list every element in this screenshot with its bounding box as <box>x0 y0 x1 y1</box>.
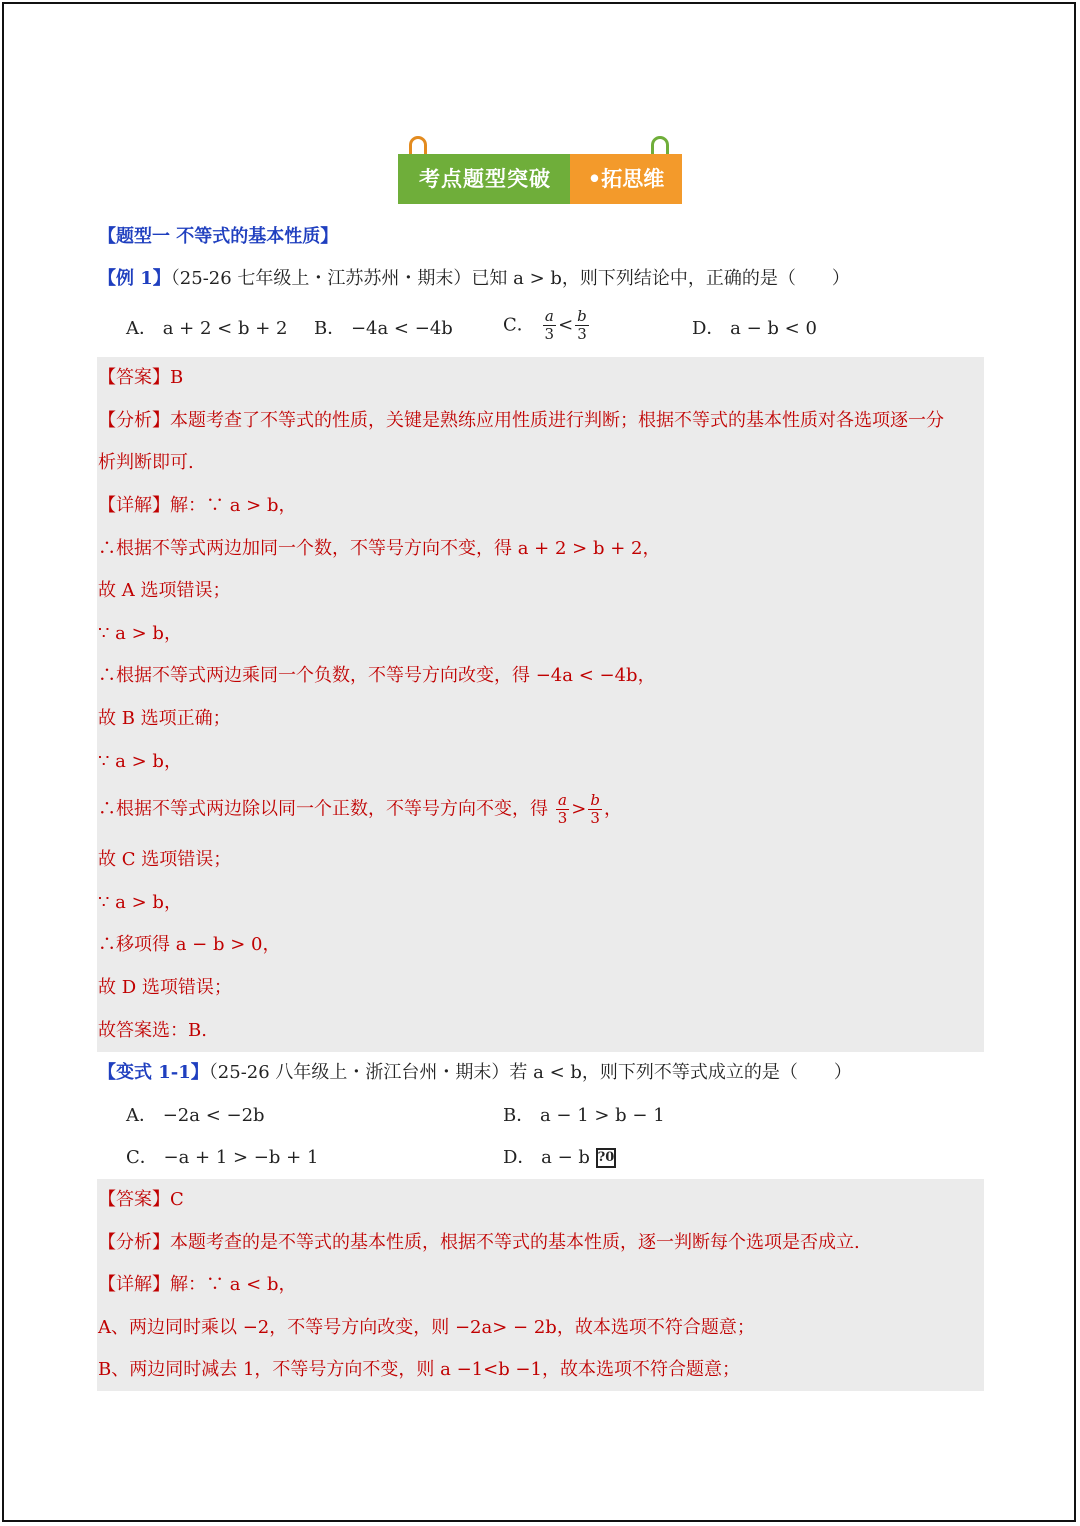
var1-option-d-text: D． a − b <box>503 1147 590 1168</box>
sol2-detail-2: A、两边同时乘以 −2，不等号方向改变，则 −2a> − 2b，故本选项不符合题意； <box>98 1317 755 1338</box>
variant-1-1-question <box>98 1061 852 1085</box>
section-title: 【题型一 不等式的基本性质】 <box>98 226 339 247</box>
sol2-analysis: 【分析】本题考查的是不等式的基本性质，根据不等式的基本性质，逐一判断每个选项是否成立. <box>98 1232 860 1253</box>
fraction: $\frac{b}{3}$ <box>577 307 587 343</box>
fraction: $\frac{a}{3}$ <box>544 307 555 343</box>
ex1-option-b: B． −4a < −4b <box>314 318 453 339</box>
sol1-detail-8: ∴根据不等式两边除以同一个正数，不等号方向不变，得 $\frac{a}{3}$ > $\frac{b}{3}$ ， <box>98 791 622 827</box>
ex1-option-d: D． a − b < 0 <box>692 318 817 339</box>
ex1-option-c: C． $\frac{a}{3}$ < $\frac{b}{3}$ <box>503 307 587 343</box>
sol1-answer: 【答案】B <box>98 367 184 388</box>
sol1-detail-1: 【详解】解：∵ a > b， <box>98 495 297 516</box>
sol1-detail-2: ∴根据不等式两边加同一个数，不等号方向不变，得 a + 2 > b + 2， <box>98 538 661 559</box>
sol1-detail-11: ∴移项得 a − b > 0， <box>98 934 281 955</box>
var1-option-d <box>503 1146 616 1170</box>
example-1-label: 【例 1】 <box>98 268 171 289</box>
section-banner <box>398 154 682 204</box>
sol1-detail-9: 故 C 选项错误； <box>98 849 232 870</box>
sol2-detail-1: 【详解】解：∵ a < b， <box>98 1274 297 1295</box>
sol1-analysis-2: 析判断即可. <box>98 452 194 473</box>
ex1-option-c-prefix: C． <box>503 314 535 336</box>
var1-option-c: C． −a + 1 > −b + 1 <box>126 1147 319 1168</box>
sol2-detail-3: B、两边同时减去 1，不等号方向不变，则 a −1<b −1，故本选项不符合题意； <box>98 1359 740 1380</box>
sol1-detail-13: 故答案选：B. <box>98 1020 207 1041</box>
sol1-detail-3: 故 A 选项错误； <box>98 580 231 601</box>
sol1-detail-4: ∵ a > b， <box>98 623 182 644</box>
sol1-analysis-1: 【分析】本题考查了不等式的性质，关键是熟练应用性质进行判断；根据不等式的基本性质对各选项逐一分 <box>98 410 944 431</box>
variant-1-1-label: 【变式 1-1】 <box>98 1062 209 1083</box>
variant-1-1-text: （25-26 八年级上・浙江台州・期末）若 a < b，则下列不等式成立的是（ ） <box>208 1062 852 1083</box>
example-1-text: （25-26 七年级上・江苏苏州・期末）已知 a > b，则下列结论中，正确的是（ ） <box>170 268 850 289</box>
banner-right: •拓思维 <box>570 154 682 204</box>
var1-option-a: A． −2a < −2b <box>126 1105 265 1126</box>
sol1-detail-5: ∴根据不等式两边乘同一个负数，不等号方向改变，得 −4a < −4b， <box>98 665 656 686</box>
sol1-detail-7: ∵ a > b， <box>98 751 182 772</box>
sol1-detail-8-text: ∴根据不等式两边除以同一个正数，不等号方向不变，得 <box>98 798 548 820</box>
fraction: $\frac{b}{3}$ <box>590 791 600 827</box>
sol2-answer: 【答案】C <box>98 1189 184 1210</box>
sol1-detail-10: ∵ a > b， <box>98 892 182 913</box>
fraction: $\frac{a}{3}$ <box>557 791 568 827</box>
var1-option-b: B． a − 1 > b − 1 <box>503 1105 665 1126</box>
sol1-detail-12: 故 D 选项错误； <box>98 977 232 998</box>
ex1-option-a: A． a + 2 < b + 2 <box>126 318 288 339</box>
banner-left: 考点题型突破 <box>398 154 572 204</box>
sol1-detail-6: 故 B 选项正确； <box>98 708 231 729</box>
unknown-symbol-icon: ?0 <box>596 1148 616 1168</box>
example-1-question <box>98 267 850 291</box>
